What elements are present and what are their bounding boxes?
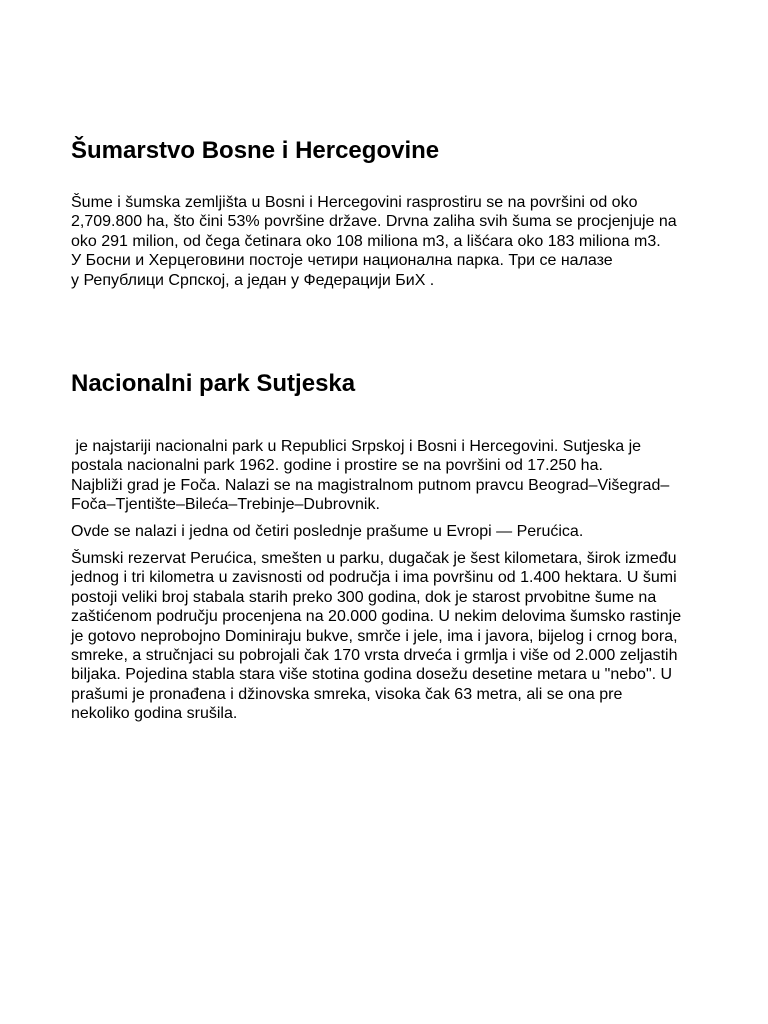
- reserve-line: zaštićenom području procenjena na 20.000 godina. U nekim delovima šumsko rastinje: [71, 608, 682, 626]
- reserve-line: Šumski rezervat Perućica, smešten u parku, dugačak je šest kilometara, širok između: [71, 550, 677, 567]
- perucica-paragraph: [71, 522, 701, 541]
- section-title-sutjeska: Nacionalni park Sutjeska: [71, 370, 356, 397]
- sutjeska-intro-paragraph: [71, 437, 701, 515]
- sutjeska-intro-line: Foča–Tjentište–Bileća–Trebinje–Dubrovnik.: [71, 496, 380, 514]
- forestry-paragraph-line: Šume i šumska zemljišta u Bosni i Hercegovini rasprostiru se na površini od oko: [71, 194, 638, 211]
- perucica-line: Ovde se nalazi i jedna od četiri poslednje prašume u Evropi — Perućica.: [71, 523, 584, 540]
- forestry-paragraph: [71, 193, 701, 290]
- forestry-paragraph-line: У Босни и Херцеговини постоје четири национална парка. Три се налазе: [71, 252, 613, 270]
- forestry-paragraph-line: 2,709.800 ha, što čini 53% površine države. Drvna zaliha svih šuma se procjenjuje na: [71, 213, 677, 231]
- sutjeska-intro-line: Najbliži grad je Foča. Nalazi se na magistralnom putnom pravcu Beograd–Višegrad–: [71, 476, 670, 494]
- reserve-line: jednog i tri kilometra u zavisnosti od područja i ima površinu od 1.400 hektara. U šumi: [71, 569, 677, 587]
- reserve-line: biljaka. Pojedina stabla stara više stotina godina dosežu desetine metara u "nebo". U: [71, 666, 673, 684]
- reserve-line: prašumi je pronađena i džinovska smreka, visoka čak 63 metra, ali se ona pre: [71, 685, 623, 703]
- reserve-line: smreke, a stručnjaci su pobrojali čak 170 vrsta drveća i grmlja i više od 2.000 zeljastih: [71, 647, 678, 665]
- reserve-paragraph: [71, 549, 701, 724]
- forestry-paragraph-line: oko 291 milion, od čega četinara oko 108 miliona m3, a lišćara oko 183 miliona m3.: [71, 232, 661, 250]
- sutjeska-intro-line: je najstariji nacionalni park u Republici Srpskoj i Bosni i Hercegovini. Sutjeska je: [71, 438, 642, 455]
- forestry-paragraph-line: у Републици Српској, а један у Федерацији БиХ .: [71, 271, 435, 289]
- section-title-forestry: Šumarstvo Bosne i Hercegovine: [71, 137, 440, 164]
- reserve-line: nekoliko godina srušila.: [71, 705, 238, 723]
- sutjeska-intro-line: postala nacionalni park 1962. godine i prostire se na površini od 17.250 ha.: [71, 457, 603, 475]
- reserve-line: je gotovo neprobojno Dominiraju bukve, smrče i jele, ima i javora, bijelog i crnog bora,: [71, 627, 678, 645]
- reserve-line: postoji veliki broj stabala starih preko 300 godina, dok je starost prvobitne šume na: [71, 588, 657, 606]
